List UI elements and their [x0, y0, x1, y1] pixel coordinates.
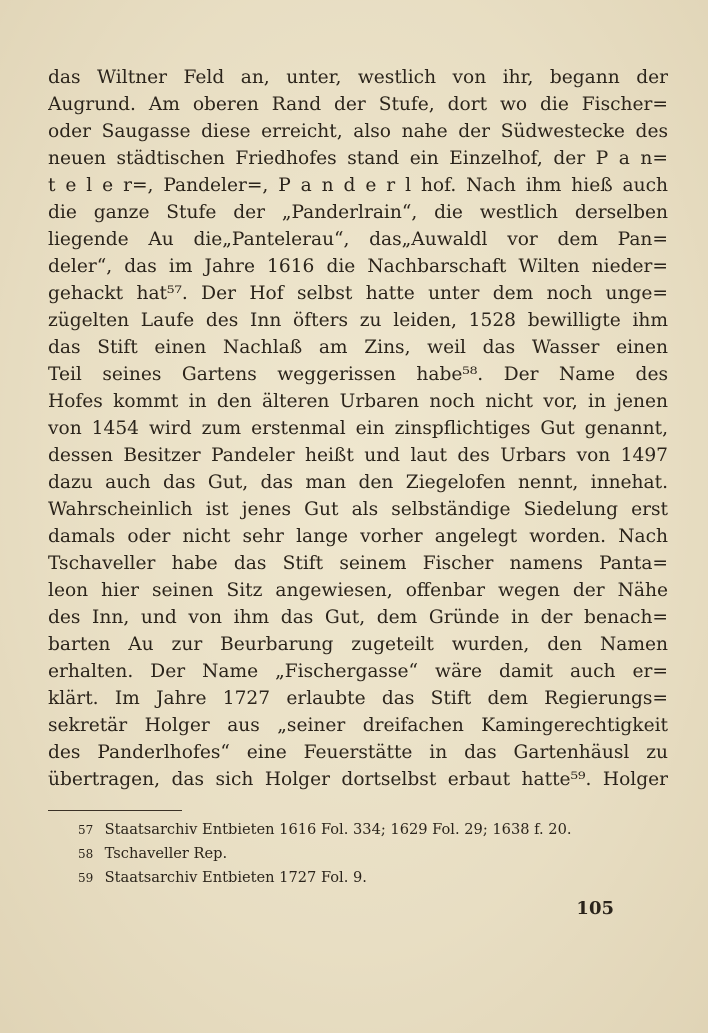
text-line: das Stift einen Nachlaß am Zins, weil das Wasser einen — [48, 337, 668, 358]
footnote — [78, 866, 638, 890]
footnote-text: Staatsarchiv Entbieten 1727 Fol. 9. — [104, 869, 367, 886]
page-number: 105 — [576, 898, 614, 919]
text-line: oder Saugasse diese erreicht, also nahe der Südwestecke des — [48, 121, 668, 142]
footnote-number: 58 — [78, 847, 94, 861]
text-line: dazu auch das Gut, das man den Ziegelofen nennt, innehat. — [48, 472, 668, 493]
text-line: des Panderlhofes“ eine Feuerstätte in das Gartenhäusl zu — [48, 742, 668, 763]
text-line: deler“, das im Jahre 1616 die Nachbarschaft Wilten nieder= — [48, 256, 668, 277]
text-line: Teil seines Gartens weggerissen habe⁵⁸. Der Name des — [48, 364, 668, 385]
text-line: Wahrscheinlich ist jenes Gut als selbständige Siedelung erst — [48, 499, 668, 520]
text-line: des Inn, und von ihm das Gut, dem Gründe in der benach= — [48, 607, 668, 628]
text-line: liegende Au die„Pantelerau“, das„Auwaldl vor dem Pan= — [48, 229, 668, 250]
text-line: t e l e r=, Pandeler=, P a n d e r l hof. Nach ihm hieß auch — [48, 175, 668, 196]
text-line: barten Au zur Beurbarung zugeteilt wurden, den Namen — [48, 634, 668, 655]
footnote-text: Tschaveller Rep. — [104, 845, 228, 862]
text-line: zügelten Laufe des Inn öfters zu leiden, 1528 bewilligte ihm — [48, 310, 668, 331]
text-line: damals oder nicht sehr lange vorher angelegt worden. Nach — [48, 526, 668, 547]
text-line: leon hier seinen Sitz angewiesen, offenbar wegen der Nähe — [48, 580, 668, 601]
footnote — [78, 818, 638, 842]
footnote-number: 59 — [78, 871, 94, 885]
text-line: sekretär Holger aus „seiner dreifachen Kamingerechtigkeit — [48, 715, 668, 736]
text-line: erhalten. Der Name „Fischergasse“ wäre damit auch er= — [48, 661, 668, 682]
text-line: klärt. Im Jahre 1727 erlaubte das Stift dem Regierungs= — [48, 688, 668, 709]
text-line: übertragen, das sich Holger dortselbst erbaut hatte⁵⁹. Holger — [48, 769, 668, 790]
footnote-number: 57 — [78, 823, 94, 837]
footnote — [78, 842, 638, 866]
text-line: die ganze Stufe der „Panderlrain“, die westlich derselben — [48, 202, 668, 223]
text-line: Augrund. Am oberen Rand der Stufe, dort wo die Fischer= — [48, 94, 668, 115]
text-line: gehackt hat⁵⁷. Der Hof selbst hatte unter dem noch unge= — [48, 283, 668, 304]
text-line: das Wiltner Feld an, unter, westlich von ihr, begann der — [48, 67, 668, 88]
body-text — [48, 64, 668, 793]
footnote-divider — [48, 810, 182, 811]
footnotes — [78, 818, 638, 890]
footnote-text: Staatsarchiv Entbieten 1616 Fol. 334; 1629 Fol. 29; 1638 f. 20. — [104, 821, 572, 838]
text-line: Hofes kommt in den älteren Urbaren noch nicht vor, in jenen — [48, 391, 668, 412]
text-line: von 1454 wird zum erstenmal ein zinspflichtiges Gut genannt, — [48, 418, 668, 439]
text-line: Tschaveller habe das Stift seinem Fischer namens Panta= — [48, 553, 668, 574]
text-line: neuen städtischen Friedhofes stand ein Einzelhof, der P a n= — [48, 148, 668, 169]
text-line: dessen Besitzer Pandeler heißt und laut des Urbars von 1497 — [48, 445, 668, 466]
